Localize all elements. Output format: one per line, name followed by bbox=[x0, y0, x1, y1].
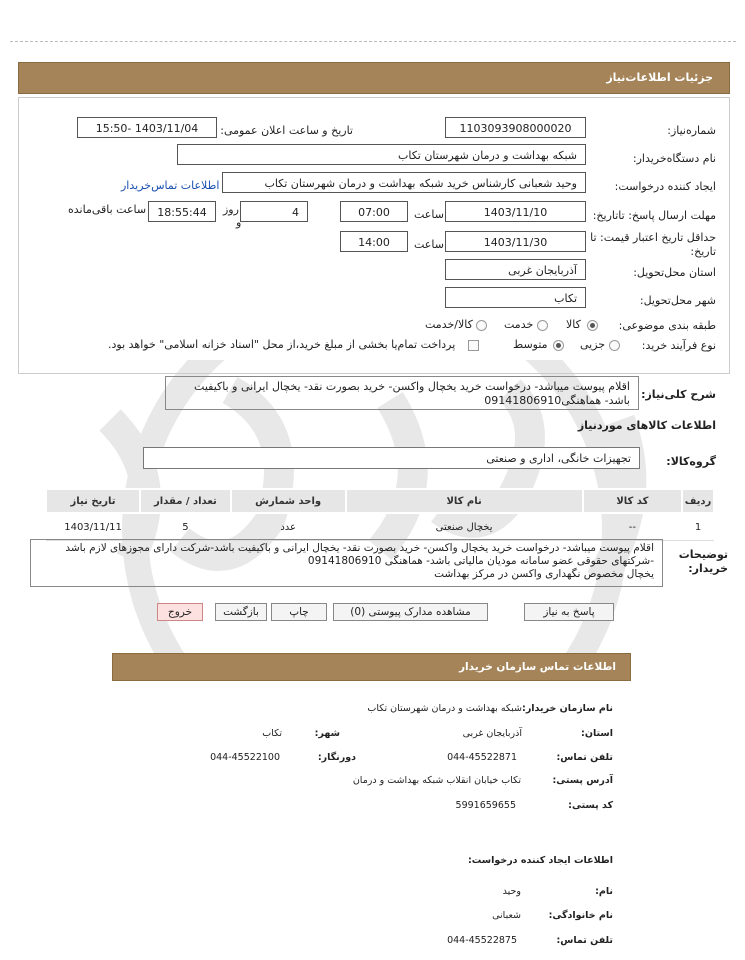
contact-fax-label: دورنگار: bbox=[317, 752, 356, 763]
details-header-title: جزئیات اطلاعات‌نیاز bbox=[606, 71, 713, 84]
reply-button[interactable]: پاسخ به نیاز bbox=[524, 603, 614, 621]
col-unit: واحد شمارش bbox=[231, 489, 346, 513]
need-number-label: شماره‌نیاز: bbox=[667, 124, 716, 137]
deadline-time-field: 07:00 bbox=[340, 201, 408, 222]
deadline-time-label: ساعت bbox=[414, 208, 444, 221]
category-service-radio[interactable] bbox=[537, 320, 548, 331]
requester-field: وحید شعبانی کارشناس خرید شبکه بهداشت و درمان شهرستان تکاب bbox=[222, 172, 586, 193]
process-label: نوع فرآیند خرید: bbox=[641, 339, 716, 352]
contact-phone-value: 044-45522871 bbox=[447, 752, 517, 763]
cell-qty: 5 bbox=[140, 513, 231, 541]
contact-address-label: آدرس پستی: bbox=[552, 775, 613, 786]
creator-phone-label: تلفن تماس: bbox=[556, 935, 613, 946]
contact-org-label: نام سازمان خریدار: bbox=[522, 703, 613, 714]
treasury-checkbox[interactable] bbox=[468, 340, 479, 351]
category-both-label: کالا/خدمت bbox=[425, 318, 473, 331]
col-row: ردیف bbox=[682, 489, 714, 513]
deadline-label: مهلت ارسال پاسخ: تاتاریخ: bbox=[592, 209, 716, 222]
buyer-desc-line2: -شرکتهای حقوقی عضو سامانه مودیان مالیاتی باشد- هماهنگی 09141806910 bbox=[307, 555, 654, 567]
goods-info-title: اطلاعات کالاهای موردنیاز bbox=[577, 419, 716, 432]
creator-phone-value: 044-45522875 bbox=[447, 935, 517, 946]
cell-date: 1403/11/11 bbox=[46, 513, 140, 541]
category-goods-label: کالا bbox=[566, 318, 581, 331]
col-date: تاریخ نیاز bbox=[46, 489, 140, 513]
city-field: تکاب bbox=[445, 287, 586, 308]
deadline-date-field: 1403/11/10 bbox=[445, 201, 586, 222]
cell-code: -- bbox=[583, 513, 682, 541]
creator-name-label: نام: bbox=[595, 886, 613, 897]
days-remaining-field: 4 bbox=[240, 201, 308, 222]
contact-org-value: شبکه بهداشت و درمان شهرستان تکاب bbox=[367, 703, 522, 714]
keywords-box: اقلام پیوست میباشد- درخواست خرید یخچال واکسن- خرید بصورت نقد- یخچال ایرانی و باکیفیت باشد- هماهنگی09141806910 bbox=[165, 376, 639, 410]
buyer-org-label: نام دستگاه‌خریدار: bbox=[632, 152, 716, 165]
cell-row: 1 bbox=[682, 513, 714, 541]
exit-button[interactable]: خروج bbox=[157, 603, 203, 621]
creator-family-label: نام خانوادگی: bbox=[548, 910, 613, 921]
category-service-label: خدمت bbox=[504, 318, 534, 331]
category-goods-radio[interactable] bbox=[587, 320, 598, 331]
time-remaining-field: 18:55:44 bbox=[148, 201, 216, 222]
city-label: شهر محل‌تحویل: bbox=[639, 294, 716, 307]
category-label: طبقه بندی موضوعی: bbox=[618, 319, 716, 332]
need-number-field: 1103093908000020 bbox=[445, 117, 586, 138]
buyer-desc-box bbox=[30, 539, 663, 587]
province-label: استان محل‌تحویل: bbox=[633, 266, 716, 279]
announce-field: 1403/11/04 -15:50 bbox=[77, 117, 217, 138]
category-both-radio[interactable] bbox=[476, 320, 487, 331]
contact-fax-value: 044-45522100 bbox=[210, 752, 280, 763]
contact-address-value: تکاب خیابان انقلاب شبکه بهداشت و درمان bbox=[352, 775, 521, 786]
buyer-desc-line3: یخچال مخصوص نگهداری واکسن در مرکز بهداشت bbox=[434, 568, 654, 580]
col-name: نام کالا bbox=[346, 489, 583, 513]
treasury-note: پرداخت تمام‌یا بخشی از مبلغ خرید،از محل "اسناد خزانه اسلامی" خواهد بود. bbox=[108, 338, 456, 351]
province-field: آذربایجان غربی bbox=[445, 259, 586, 280]
creator-title: اطلاعات ایجاد کننده درخواست: bbox=[467, 855, 613, 866]
buyer-desc-line1: اقلام پیوست میباشد- درخواست خرید یخچال واکسن- خرید بصورت نقد- یخچال ایرانی و باکیفیت باشد-شرکت دارای مجوزهای لازم باشد bbox=[65, 542, 654, 554]
back-button[interactable]: بازگشت bbox=[215, 603, 267, 621]
contact-province-label: استان: bbox=[581, 728, 613, 739]
keywords-label: شرح کلی‌نیاز: bbox=[641, 388, 716, 401]
min-price-date-field: 1403/11/30 bbox=[445, 231, 586, 252]
creator-family-value: شعبانی bbox=[492, 910, 521, 921]
process-medium-label: متوسط bbox=[513, 338, 548, 351]
contact-province-value: آذربایجان غربی bbox=[462, 728, 522, 739]
process-medium-radio[interactable] bbox=[553, 340, 564, 351]
process-minor-radio[interactable] bbox=[609, 340, 620, 351]
group-label: گروه‌کالا: bbox=[666, 455, 716, 468]
top-divider bbox=[10, 41, 736, 42]
buyer-org-field: شبکه بهداشت و درمان شهرستان تکاب bbox=[177, 144, 586, 165]
contact-city-label: شهر: bbox=[314, 728, 340, 739]
group-field: تجهیزات خانگی، اداری و صنعتی bbox=[143, 447, 640, 469]
min-price-label: حداقل تاریخ اعتبار قیمت: تا تاریخ: bbox=[590, 231, 716, 258]
process-minor-label: جزیی bbox=[580, 338, 606, 351]
print-button[interactable]: چاپ bbox=[271, 603, 327, 621]
contact-postal-label: کد پستی: bbox=[568, 800, 613, 811]
requester-label: ایجاد کننده درخواست: bbox=[614, 180, 716, 193]
time-remaining-label: ساعت باقی‌مانده bbox=[68, 203, 147, 216]
col-code: کد کالا bbox=[583, 489, 682, 513]
details-header bbox=[18, 62, 730, 94]
min-price-time-field: 14:00 bbox=[340, 231, 408, 252]
and-label: و bbox=[236, 216, 242, 229]
attachments-button[interactable]: مشاهده مدارک پیوستی (0) bbox=[333, 603, 488, 621]
days-label: روز bbox=[223, 203, 239, 216]
contact-postal-value: 5991659655 bbox=[455, 800, 516, 811]
contact-header bbox=[112, 653, 631, 681]
announce-label: تاریخ و ساعت اعلان عمومی: bbox=[220, 124, 353, 137]
buyer-contact-link[interactable]: اطلاعات تماس‌خریدار bbox=[121, 179, 220, 192]
contact-phone-label: تلفن تماس: bbox=[556, 752, 613, 763]
contact-header-title: اطلاعات تماس سازمان خریدار bbox=[459, 661, 616, 673]
items-table-header bbox=[46, 489, 714, 513]
min-price-time-label: ساعت bbox=[414, 238, 444, 251]
cell-name: یخچال صنعتی bbox=[346, 513, 583, 541]
col-qty: تعداد / مقدار bbox=[140, 489, 231, 513]
items-table bbox=[45, 488, 715, 541]
cell-unit: عدد bbox=[231, 513, 346, 541]
buyer-desc-label: توضیحات خریدار: bbox=[678, 548, 728, 575]
contact-city-value: تکاب bbox=[262, 728, 282, 739]
creator-name-value: وحید bbox=[502, 886, 521, 897]
table-row bbox=[46, 513, 714, 541]
